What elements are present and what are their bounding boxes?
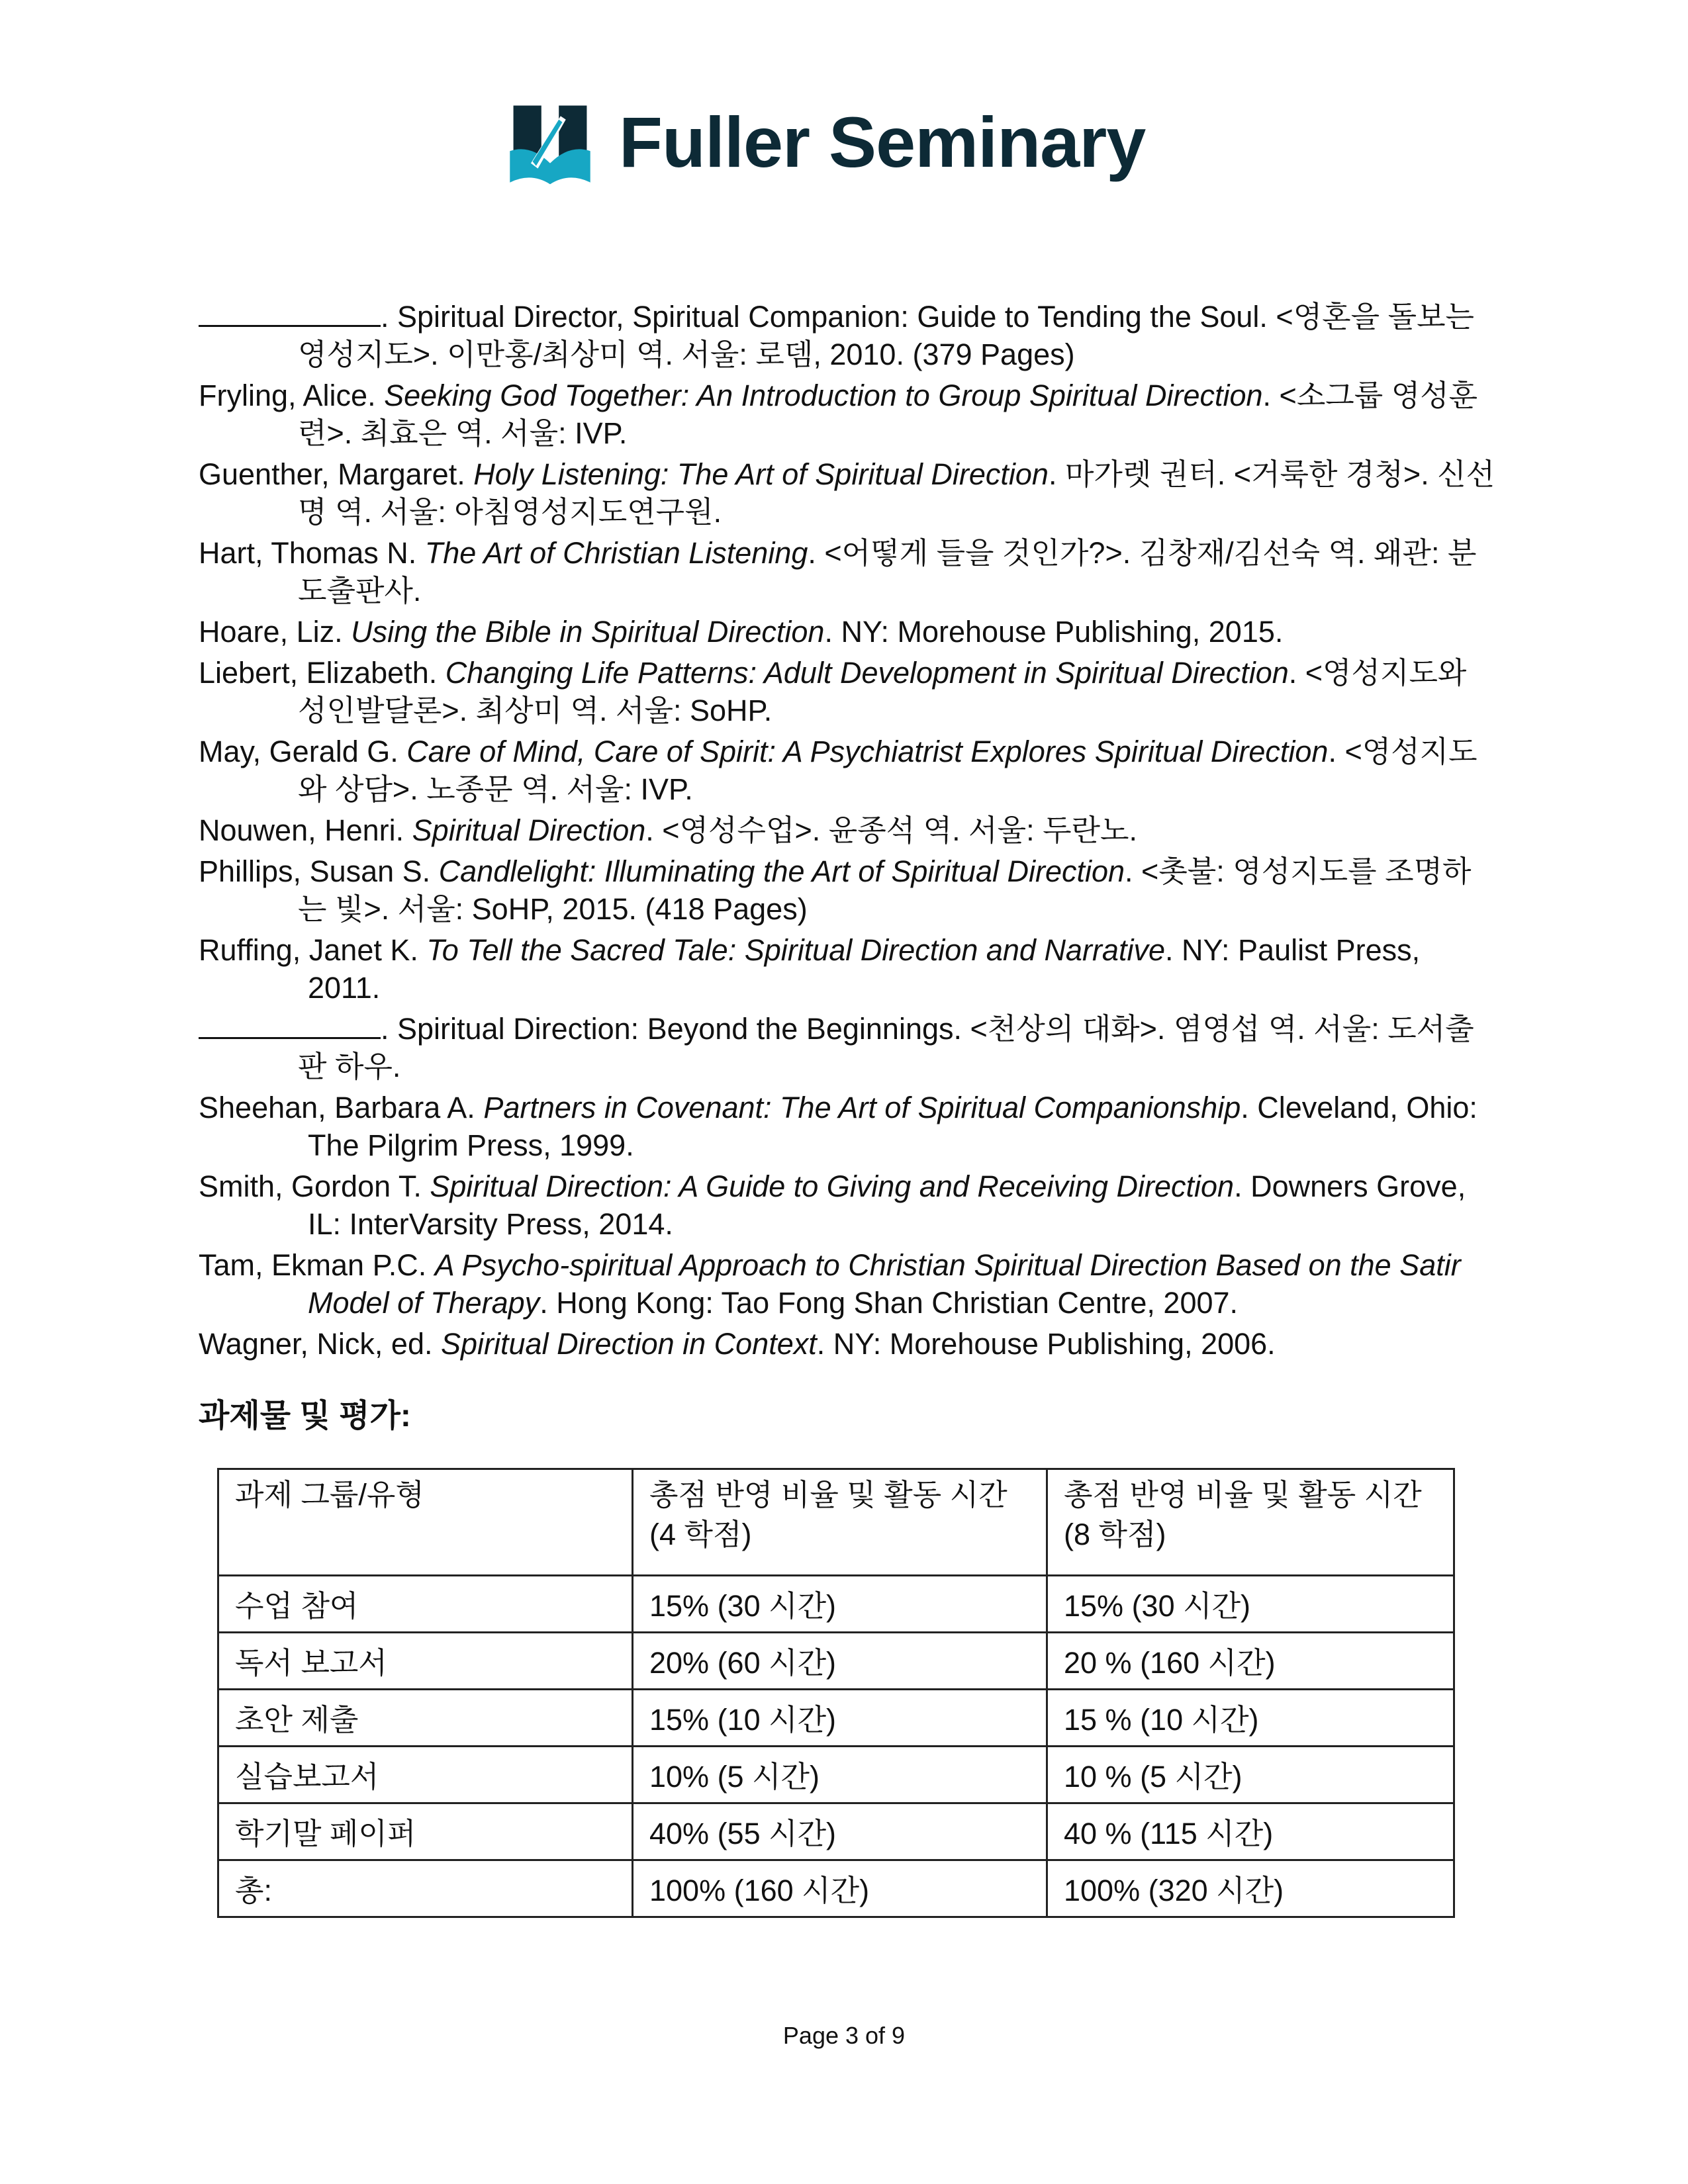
table-cell: 실습보고서 xyxy=(218,1747,633,1803)
open-book-icon xyxy=(506,99,594,186)
ditto-blank xyxy=(199,300,381,327)
assignments-heading: 과제물 및 평가: xyxy=(199,1398,411,1433)
fuller-logo xyxy=(506,96,1145,189)
assignment-table xyxy=(217,1468,1455,1918)
table-cell: 10 % (5 시간) xyxy=(1047,1747,1454,1803)
bibliography-entry: Guenther, Margaret. Holy Listening: The Art of Spiritual Direction. 마가렛 권터. <거룩한 경청>. 신선명 역. 서울: 아침영성지도연구원. xyxy=(199,457,1495,529)
table-cell: 15 % (10 시간) xyxy=(1047,1690,1454,1747)
table-cell: 초안 제출 xyxy=(218,1690,633,1747)
bibliography-entry: Liebert, Elizabeth. Changing Life Patterns: Adult Development in Spiritual Direction. <영성지도와 성인발달론>. 최상미 역. 서울: SoHP. xyxy=(199,656,1467,727)
table-cell: 10% (5 시간) xyxy=(633,1747,1047,1803)
table-cell: 40% (55 시간) xyxy=(633,1803,1047,1860)
table-cell: 20 % (160 시간) xyxy=(1047,1633,1454,1690)
ditto-blank xyxy=(199,1012,381,1039)
table-row xyxy=(218,1690,1454,1747)
bibliography-entry: Phillips, Susan S. Candlelight: Illuminating the Art of Spiritual Direction. <촛불: 영성지도를 조명하는 빛>. 서울: SoHP, 2015. (418 Pages) xyxy=(199,854,1472,926)
bibliography-entry: May, Gerald G. Care of Mind, Care of Spirit: A Psychiatrist Explores Spiritual Direction. <영성지도와 상담>. 노종문 역. 서울: IVP. xyxy=(199,735,1477,806)
brand-name: Fuller Seminary xyxy=(619,102,1146,182)
bibliography-entry: Smith, Gordon T. Spiritual Direction: A Guide to Giving and Receiving Direction. Downers Grove, IL: InterVarsity Press, 2014. xyxy=(199,1169,1466,1241)
bibliography-entry: Ruffing, Janet K. To Tell the Sacred Tale: Spiritual Direction and Narrative. NY: Paulist Press, 2011. xyxy=(199,933,1421,1005)
table-header-cell: 총점 반영 비율 및 활동 시간 (4 학점) xyxy=(633,1469,1047,1576)
table-row xyxy=(218,1633,1454,1690)
table-cell: 15% (30 시간) xyxy=(633,1576,1047,1633)
bibliography-entry: . Spiritual Direction: Beyond the Beginnings. <천상의 대화>. 염영섭 역. 서울: 도서출판 하우. xyxy=(199,1010,1496,1085)
table-cell: 15% (10 시간) xyxy=(633,1690,1047,1747)
bibliography-entry: Fryling, Alice. Seeking God Together: An Introduction to Group Spiritual Direction. <소그룹 영성훈련>. 최효은 역. 서울: IVP. xyxy=(199,379,1478,450)
table-header-cell: 과제 그룹/유형 xyxy=(218,1469,633,1576)
bibliography-entry: Hoare, Liz. Using the Bible in Spiritual Direction. NY: Morehouse Publishing, 2015. xyxy=(199,615,1284,649)
bibliography-entry: Tam, Ekman P.C. A Psycho-spiritual Approach to Christian Spiritual Direction Based on the Satir Model of Therapy. Hong Kong: Tao Fong Shan Christian Centre, 2007. xyxy=(199,1248,1461,1320)
table-row-total xyxy=(218,1860,1454,1917)
table-cell: 15% (30 시간) xyxy=(1047,1576,1454,1633)
bibliography-entry: Nouwen, Henri. Spiritual Direction. <영성수업>. 윤종석 역. 서울: 두란노. xyxy=(199,813,1137,847)
table-cell: 학기말 페이퍼 xyxy=(218,1803,633,1860)
bibliography-entry: . Spiritual Director, Spiritual Companion: Guide to Tending the Soul. <영혼을 돌보는 영성지도>. 이만홍/최상미 역. 서울: 로뎀, 2010. (379 Pages) xyxy=(199,298,1496,373)
table-row xyxy=(218,1803,1454,1860)
bibliography-entry: Hart, Thomas N. The Art of Christian Listening. <어떻게 들을 것인가?>. 김창재/김선숙 역. 왜관: 분도출판사. xyxy=(199,536,1477,608)
bibliography-entry: Sheehan, Barbara A. Partners in Covenant: The Art of Spiritual Companionship. Cleveland, Ohio: The Pilgrim Press, 1999. xyxy=(199,1091,1477,1162)
table-row xyxy=(218,1576,1454,1633)
table-header-cell: 총점 반영 비율 및 활동 시간 (8 학점) xyxy=(1047,1469,1454,1576)
bibliography xyxy=(199,298,1496,1366)
table-header-row xyxy=(218,1469,1454,1576)
bibliography-entry: Wagner, Nick, ed. Spiritual Direction in Context. NY: Morehouse Publishing, 2006. xyxy=(199,1327,1276,1361)
table-cell: 40 % (115 시간) xyxy=(1047,1803,1454,1860)
table-cell: 100% (320 시간) xyxy=(1047,1860,1454,1917)
table-cell: 독서 보고서 xyxy=(218,1633,633,1690)
table-row xyxy=(218,1747,1454,1803)
table-cell: 100% (160 시간) xyxy=(633,1860,1047,1917)
page-number: Page 3 of 9 xyxy=(782,2022,906,2049)
table-cell: 20% (60 시간) xyxy=(633,1633,1047,1690)
table-cell: 총: xyxy=(218,1860,633,1917)
table-cell: 수업 참여 xyxy=(218,1576,633,1633)
